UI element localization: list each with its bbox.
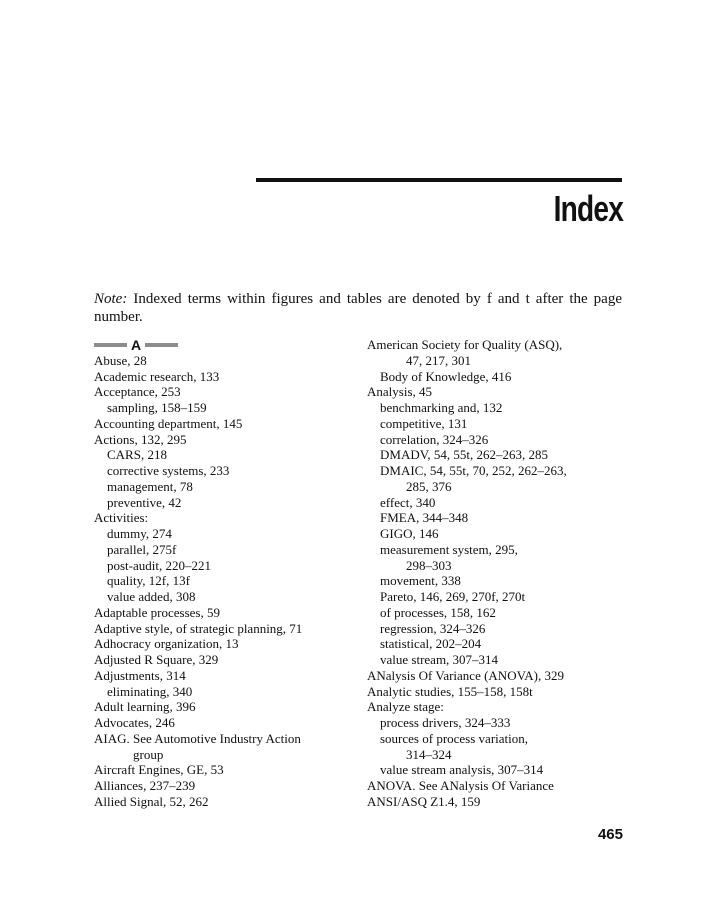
index-entry: statistical, 202–204	[380, 636, 482, 652]
index-entry: measurement system, 295,	[380, 541, 518, 557]
index-entry: 285, 376	[406, 478, 452, 494]
index-entry: regression, 324–326	[380, 620, 486, 636]
index-entry: ANalysis Of Variance (ANOVA), 329	[367, 667, 565, 683]
index-column-left	[94, 337, 344, 810]
index-entry: preventive, 42	[107, 494, 182, 510]
index-entry: CARS, 218	[107, 447, 167, 463]
index-entry: AIAG. See Automotive Industry Action	[94, 730, 301, 746]
index-entry: Adaptable processes, 59	[94, 604, 220, 620]
index-entry: Adhocracy organization, 13	[94, 636, 239, 652]
index-entry: eliminating, 340	[107, 683, 193, 699]
note-text: Indexed terms within figures and tables are denoted by f and t after the page number.	[94, 291, 622, 325]
index-entry: Analysis, 45	[367, 384, 432, 400]
index-entry: Academic research, 133	[94, 368, 220, 384]
index-entry: Aircraft Engines, GE, 53	[94, 762, 224, 778]
index-entry: ANSI/ASQ Z1.4, 159	[367, 793, 481, 809]
index-entry: Allied Signal, 52, 262	[94, 793, 209, 809]
index-entry: process drivers, 324–333	[380, 715, 511, 730]
index-entry: Activities:	[94, 510, 149, 526]
index-entry: DMADV, 54, 55t, 262–263, 285	[380, 447, 549, 463]
index-entry: competitive, 131	[380, 415, 468, 431]
section-bar-right	[145, 343, 178, 347]
index-entry: group	[133, 746, 164, 762]
index-entry: Adaptive style, of strategic planning, 71	[94, 620, 303, 636]
index-entry: quality, 12f, 13f	[107, 573, 190, 589]
index-entry: 298–303	[406, 557, 452, 573]
index-entry: value stream analysis, 307–314	[380, 762, 544, 778]
index-entry: American Society for Quality (ASQ),	[367, 337, 563, 352]
index-entry: FMEA, 344–348	[380, 510, 469, 526]
index-entry: Adjustments, 314	[94, 667, 186, 683]
index-entry: sampling, 158–159	[107, 400, 207, 415]
index-entry: Analyze stage:	[367, 699, 444, 715]
index-entry: of processes, 158, 162	[380, 604, 496, 620]
index-entry: Advocates, 246	[94, 715, 175, 730]
index-entry: Accounting department, 145	[94, 415, 243, 431]
index-entry: DMAIC, 54, 55t, 70, 252, 262–263,	[380, 463, 567, 478]
section-letter: A	[131, 336, 142, 353]
index-entry: ANOVA. See ANalysis Of Variance	[367, 778, 554, 793]
index-entry: movement, 338	[380, 573, 461, 589]
index-entry: 47, 217, 301	[406, 352, 471, 368]
page-number: 465	[597, 826, 623, 843]
index-entry: parallel, 275f	[107, 541, 177, 557]
index-entry: management, 78	[107, 478, 193, 494]
index-entry: Adult learning, 396	[94, 699, 196, 715]
index-entry: Pareto, 146, 269, 270f, 270t	[380, 589, 526, 604]
section-bar-left	[94, 343, 127, 347]
index-entry: Acceptance, 253	[94, 384, 181, 400]
section-header-a	[94, 337, 344, 353]
index-entry: Analytic studies, 155–158, 158t	[367, 683, 533, 699]
index-entry: benchmarking and, 132	[380, 400, 503, 415]
index-entry: Actions, 132, 295	[94, 431, 187, 447]
index-entry: dummy, 274	[107, 526, 172, 541]
index-entry: Alliances, 237–239	[94, 778, 196, 793]
index-entry: correlation, 324–326	[380, 431, 489, 447]
index-entry: corrective systems, 233	[107, 463, 230, 478]
index-entry: value added, 308	[107, 589, 196, 604]
index-entry: post-audit, 220–221	[107, 557, 211, 573]
index-entry: effect, 340	[380, 494, 436, 510]
index-entry: Adjusted R Square, 329	[94, 652, 219, 667]
index-note	[94, 290, 622, 326]
index-entry: GIGO, 146	[380, 526, 439, 541]
index-entry: value stream, 307–314	[380, 652, 499, 667]
page-title: Index	[553, 188, 623, 229]
index-column-right	[367, 337, 622, 810]
note-label: Note:	[94, 291, 128, 307]
index-entry: Body of Knowledge, 416	[380, 368, 512, 384]
index-entry: 314–324	[406, 746, 452, 762]
index-entry: sources of process variation,	[380, 730, 529, 746]
index-entry: Abuse, 28	[94, 352, 147, 368]
title-rule	[256, 178, 622, 182]
